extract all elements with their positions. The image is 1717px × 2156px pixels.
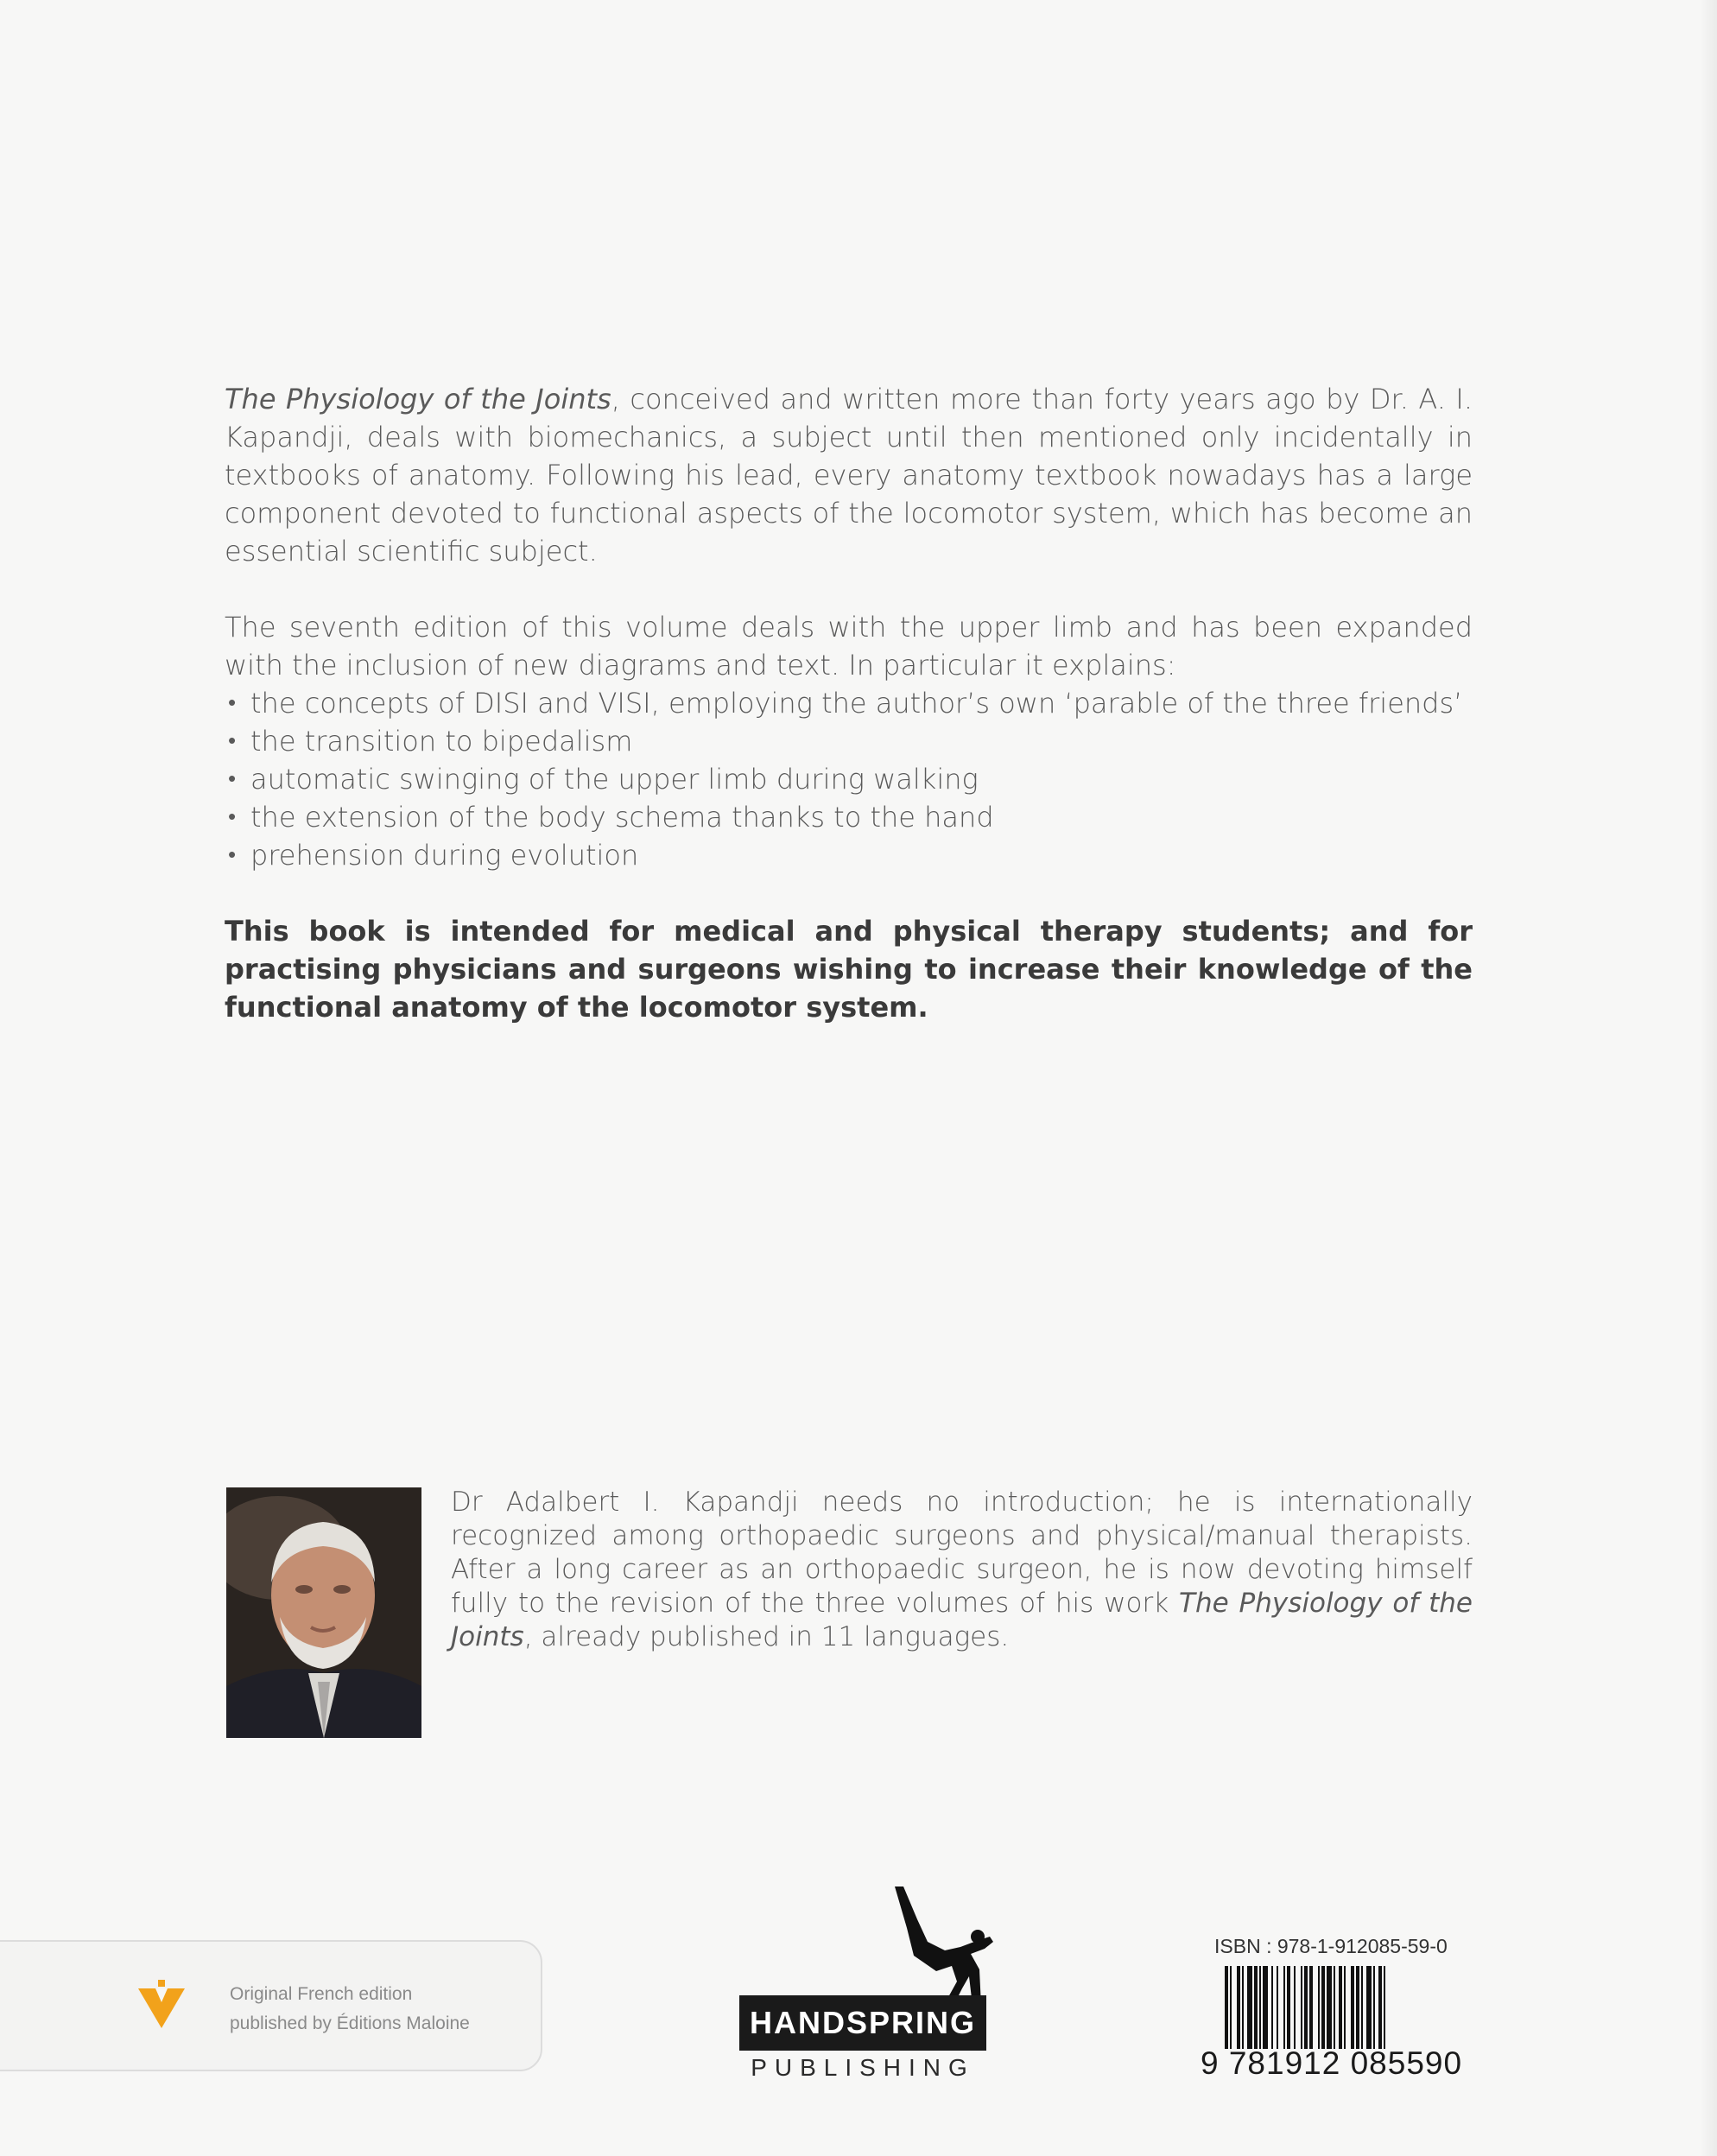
edition-paragraph: The seventh edition of this volume deals with the upper limb and has been expanded with the inclusion of new diagrams and text. In particular it explains: [225, 611, 1473, 682]
author-bio-end: , already published in 11 languages. [523, 1621, 1010, 1652]
barcode-bar [1230, 1966, 1232, 2049]
maloine-line-2: published by Éditions Maloine [230, 2013, 470, 2033]
isbn-barcode [1223, 1966, 1467, 2049]
barcode-bar [1344, 1966, 1346, 2049]
handspring-logo: HANDSPRING [739, 1995, 986, 2051]
barcode-bar [1277, 1966, 1278, 2049]
handspring-gymnast-icon [888, 1886, 995, 2006]
feature-item: • the concepts of DISI and VISI, employing the author’s own ‘parable of the three friends’ [225, 684, 1473, 722]
barcode-bar [1237, 1966, 1240, 2049]
feature-item: • the extension of the body schema thanks to the hand [225, 798, 1473, 836]
maloine-credit-text [230, 1980, 470, 2039]
barcode-bar [1242, 1966, 1244, 2049]
barcode-digits: 9 781912 085590 [1201, 2045, 1463, 2081]
barcode-bar [1351, 1966, 1354, 2049]
barcode-bar [1271, 1966, 1273, 2049]
author-bio-book-title: The Physiology of the Joints [451, 1588, 1473, 1652]
barcode-bar [1301, 1966, 1302, 2049]
intro-paragraph [225, 380, 1473, 570]
feature-item: • automatic swinging of the upper limb during walking [225, 760, 1473, 798]
barcode-bar [1327, 1966, 1332, 2049]
barcode-bar [1356, 1966, 1359, 2049]
barcode-bar [1384, 1966, 1385, 2049]
intro-book-title: The Physiology of the Joints [225, 383, 611, 415]
barcode-bar [1304, 1966, 1308, 2049]
barcode-bar [1247, 1966, 1252, 2049]
handspring-subtitle: PUBLISHING [751, 2054, 975, 2081]
author-bio-text: Dr Adalbert I. Kapandji needs no introduction; he is internationally recognized among orthopaedic surgeons and physical/manual therapists. After a long career as an orthopaedic surgeon, he is now devoting himself fully to the revision of the three volumes of his work [451, 1487, 1473, 1619]
back-cover-blurb [225, 380, 1473, 1064]
author-photo [226, 1487, 421, 1738]
barcode-bar [1263, 1966, 1268, 2049]
barcode-bar [1366, 1966, 1372, 2049]
isbn-label: ISBN : 978-1-912085-59-0 [1214, 1935, 1448, 1957]
barcode-bar [1254, 1966, 1258, 2049]
maloine-line-1: Original French edition [230, 1984, 413, 2004]
intro-text: , conceived and written more than forty years ago by Dr. A. I. Kapandji, deals with biomechanics, a subject until then mentioned only incidentally in textbooks of anatomy. Following his lead, every anatomy textbook nowadays has a large component devoted to functional aspects of the locomotor system, which has become an essential scientific subject. [225, 383, 1473, 568]
barcode-bar [1283, 1966, 1285, 2049]
author-bio [451, 1486, 1473, 1654]
barcode-bar [1287, 1966, 1290, 2049]
barcode-bar [1318, 1966, 1320, 2049]
page-edge-shadow [1700, 0, 1717, 2156]
barcode-bar [1339, 1966, 1342, 2049]
audience-statement: This book is intended for medical and physical therapy students; and for practising physicians and surgeons wishing to increase their knowledge of the functional anatomy of the locomotor system. [225, 915, 1473, 1024]
barcode-bar [1309, 1966, 1313, 2049]
barcode-bar [1294, 1966, 1296, 2049]
barcode-bar [1259, 1966, 1261, 2049]
barcode-bar [1225, 1966, 1228, 2049]
feature-list [225, 684, 1473, 874]
maloine-logo-icon [136, 1978, 187, 2030]
barcode-bar [1361, 1966, 1363, 2049]
feature-item: • prehension during evolution [225, 836, 1473, 874]
barcode-bar [1373, 1966, 1375, 2049]
feature-item: • the transition to bipedalism [225, 722, 1473, 760]
barcode-bar [1378, 1966, 1382, 2049]
barcode-bar [1334, 1966, 1335, 2049]
barcode-bar [1321, 1966, 1325, 2049]
